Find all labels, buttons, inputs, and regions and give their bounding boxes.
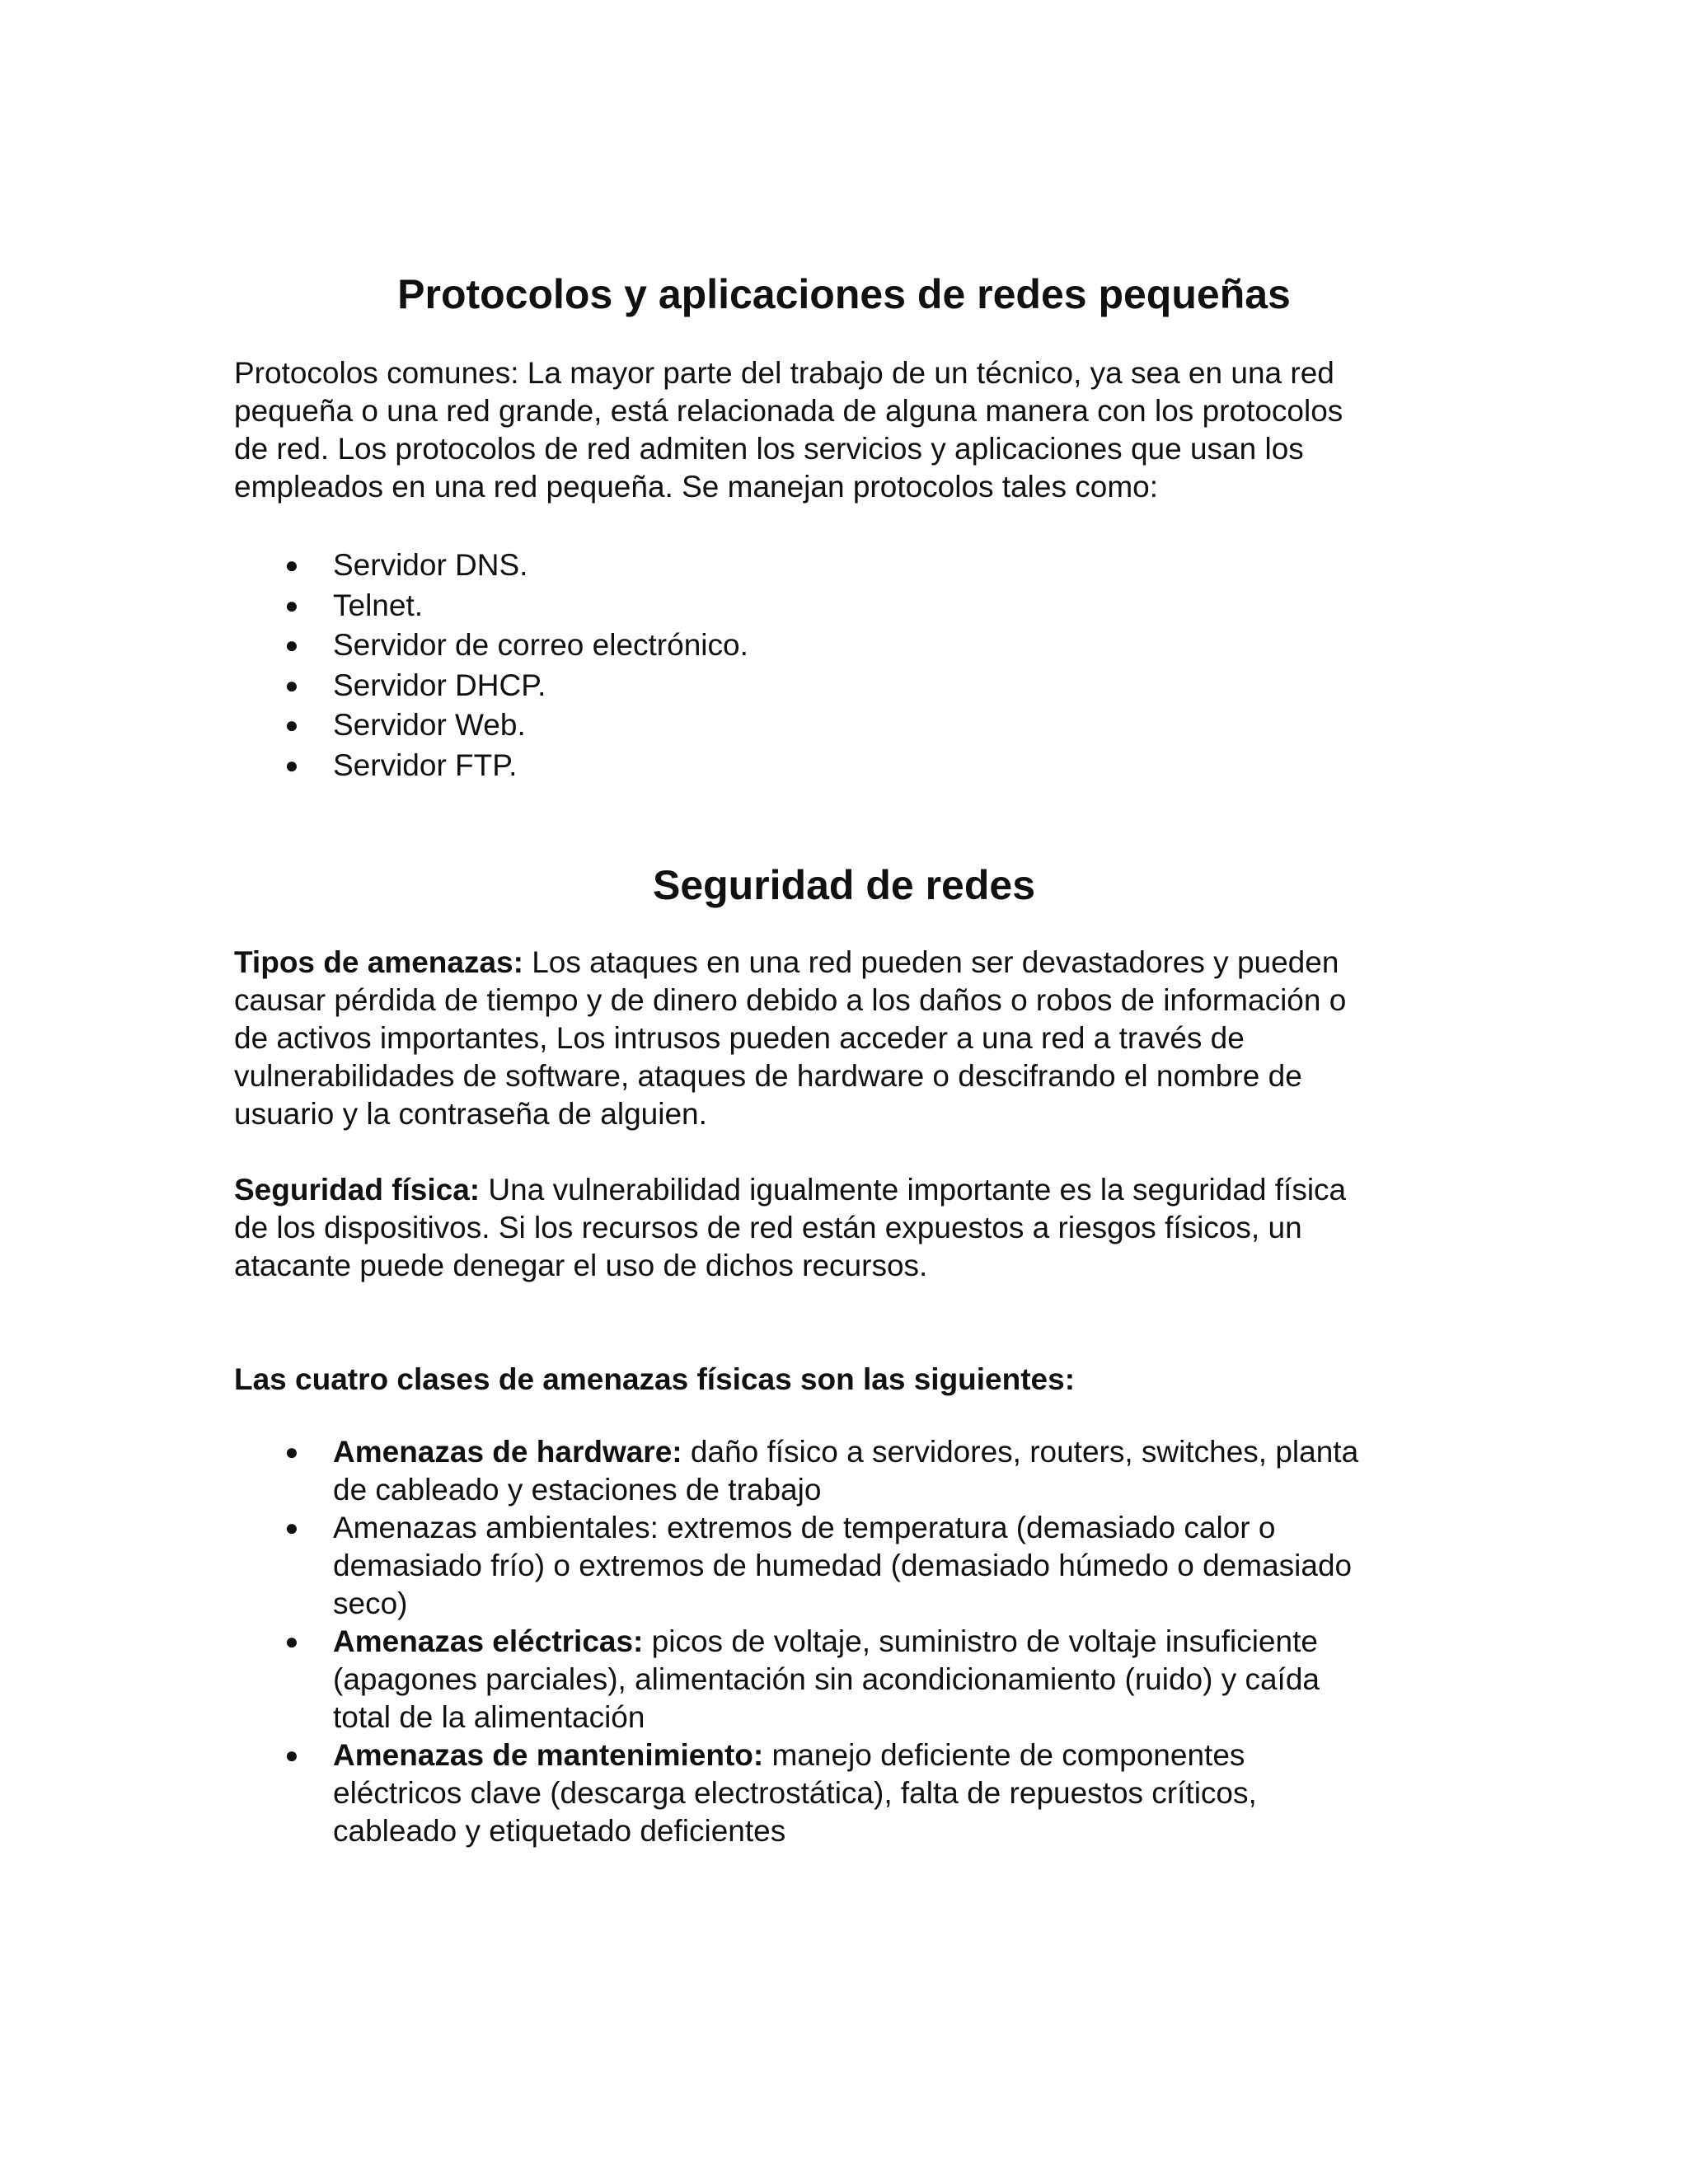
protocol-item-label: Servidor de correo electrónico. [333,628,748,662]
threat-types-line: vulnerabilidades de software, ataques de hardware o descifrando el nombre de [234,1059,1302,1093]
protocols-intro-line: pequeña o una red grande, está relacionada de alguna manera con los protocolos [234,394,1343,428]
protocols-list [234,546,1454,785]
threat-classes-list [234,1433,1454,1850]
list-item [234,705,1454,746]
bullet-icon: ● [284,1629,299,1654]
list-item [234,1623,1454,1736]
threat-class-line [333,1623,1454,1661]
protocols-intro-line: de red. Los protocolos de red admiten los servicios y aplicaciones que usan los [234,432,1304,466]
protocols-intro-paragraph [234,354,1454,506]
bullet-icon: ● [284,592,299,618]
list-item [234,586,1454,626]
physical-security-label: Seguridad física: [234,1173,481,1207]
threat-classes-heading [234,1361,1454,1399]
threat-class-text: daño físico a servidores, routers, switches, planta [682,1435,1359,1469]
threat-types-text: Los ataques en una red pueden ser devastadores y pueden [523,945,1339,979]
list-item [234,746,1454,786]
protocol-item-label: Servidor Web. [333,708,526,742]
protocols-intro-line: Protocolos comunes: La mayor parte del trabajo de un técnico, ya sea en una red [234,356,1334,390]
threat-class-line: Amenazas ambientales: extremos de temperatura (demasiado calor o [333,1511,1276,1544]
threat-class-label: Amenazas de mantenimiento: [333,1738,764,1772]
threat-types-label: Tipos de amenazas: [234,945,523,979]
threat-classes-heading-text: Las cuatro clases de amenazas físicas son las siguientes: [234,1362,1076,1396]
list-item [234,626,1454,666]
threat-class-text: picos de voltaje, suministro de voltaje insuficiente [643,1624,1318,1658]
physical-security-line: atacante puede denegar el uso de dichos recursos. [234,1249,928,1282]
threat-class-label: Amenazas eléctricas: [333,1624,644,1658]
document-content [234,269,1454,1850]
threat-types-line: de activos importantes, Los intrusos pueden acceder a una red a través de [234,1021,1245,1055]
protocol-item-label: Servidor DHCP. [333,668,546,702]
list-item [234,1433,1454,1509]
protocol-item-label: Servidor FTP. [333,748,518,782]
physical-security-line: de los dispositivos. Si los recursos de red están expuestos a riesgos físicos, un [234,1211,1302,1244]
list-item [234,666,1454,706]
section-title-protocols: Protocolos y aplicaciones de redes pequeñas [397,271,1291,317]
list-item [234,546,1454,586]
bullet-icon: ● [284,552,299,578]
threat-class-line: eléctricos clave (descarga electrostática), falta de repuestos críticos, [333,1776,1257,1810]
threat-class-line: seco) [333,1586,408,1620]
physical-security-paragraph [234,1171,1454,1285]
bullet-icon: ● [284,632,299,658]
section-title-security: Seguridad de redes [652,862,1036,908]
threat-types-paragraph [234,944,1454,1133]
threat-class-line: (apagones parciales), alimentación sin acondicionamiento (ruido) y caída [333,1662,1320,1696]
threat-class-line [333,1736,1454,1774]
protocol-item-label: Telnet. [333,588,424,622]
threat-types-line [234,944,1454,982]
bullet-icon: ● [284,752,299,778]
list-item [234,1736,1454,1850]
protocols-intro-line: empleados en una red pequeña. Se manejan protocolos tales como: [234,470,1159,504]
threat-class-line: total de la alimentación [333,1700,645,1734]
bullet-icon: ● [284,1515,299,1540]
bullet-icon: ● [284,672,299,698]
threat-class-text: manejo deficiente de componentes [763,1738,1245,1772]
threat-class-line [333,1433,1454,1471]
physical-security-line [234,1171,1454,1209]
threat-class-line: de cableado y estaciones de trabajo [333,1473,822,1507]
physical-security-text: Una vulnerabilidad igualmente importante es la seguridad física [480,1173,1347,1207]
protocol-item-label: Servidor DNS. [333,548,528,582]
threat-class-label: Amenazas de hardware: [333,1435,682,1469]
threat-types-line: causar pérdida de tiempo y de dinero debido a los daños o robos de información o [234,983,1347,1017]
threat-class-line: demasiado frío) o extremos de humedad (demasiado húmedo o demasiado [333,1549,1353,1582]
bullet-icon: ● [284,712,299,738]
threat-types-line: usuario y la contraseña de alguien. [234,1097,707,1131]
bullet-icon: ● [284,1742,299,1768]
list-item [234,1509,1454,1623]
threat-class-line: cableado y etiquetado deficientes [333,1814,786,1848]
bullet-icon: ● [284,1439,299,1465]
